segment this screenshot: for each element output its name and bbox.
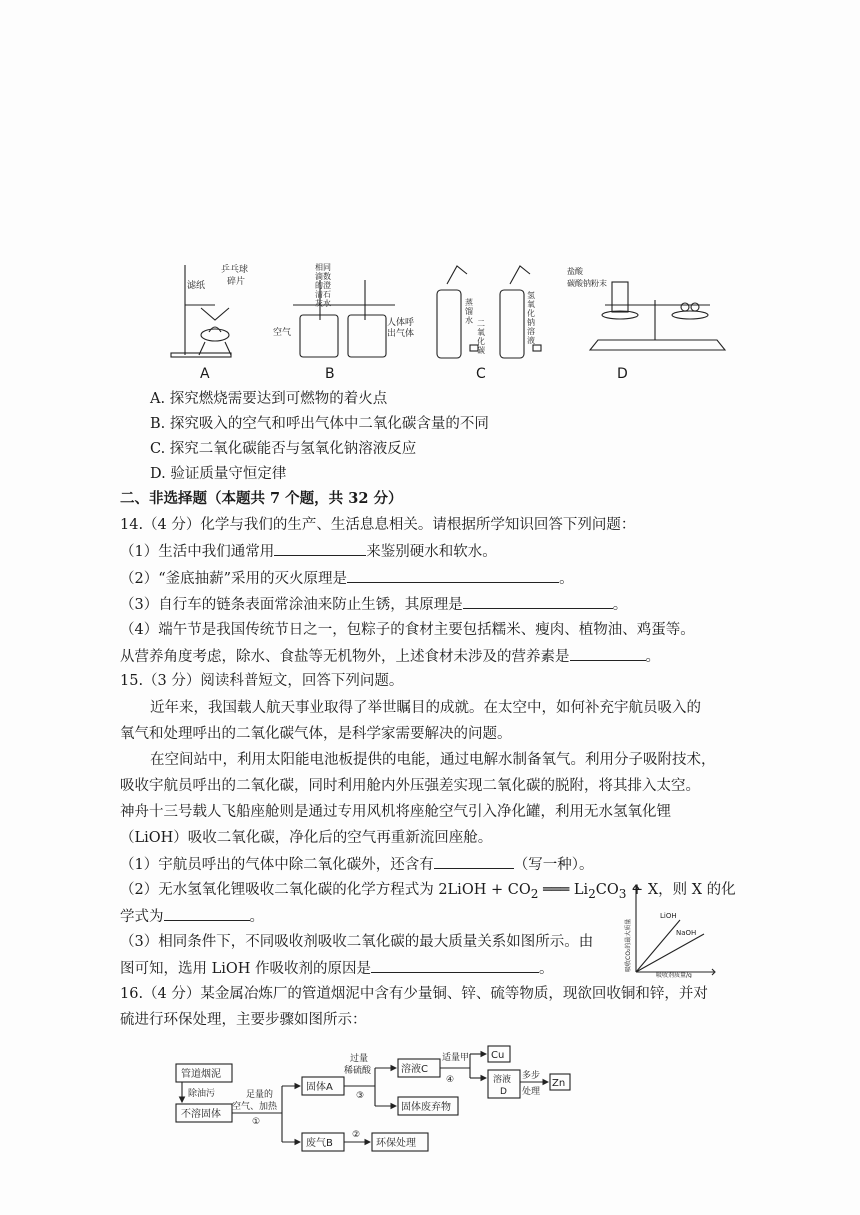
option-a: A. 探究燃烧需要达到可燃物的着火点 — [150, 391, 388, 407]
q15-p2f-text: 。 — [249, 909, 264, 925]
text-step1: ① — [252, 1117, 261, 1127]
q15-p2-text: （2）无水氢氧化锂吸收二氧化碳的化学方程式为 2LiOH + CO — [120, 882, 531, 898]
text-sol-d-2: D — [500, 1087, 507, 1097]
text-cu: Cu — [491, 1050, 505, 1061]
chart-series-lioh: LiOH — [660, 912, 677, 920]
b-label-1: 滴数 — [315, 272, 331, 281]
c-label-6: 碳 — [477, 346, 485, 355]
text-acid-1: 过量 — [350, 1054, 369, 1064]
q15-part2: （2）无水氢氧化锂吸收二氧化碳的化学方程式为 2LiOH + $CO_2$ ═══ $Li_2CO_3 + X$，则 X 的化 — [120, 882, 736, 901]
q14-p1-blank[interactable] — [274, 541, 366, 556]
q15-p1-text-end: （写一种）。 — [513, 857, 594, 873]
text-waste-b: 废气B — [306, 1138, 333, 1149]
text-multi-2: 处理 — [522, 1087, 541, 1097]
a-ball-label-2: 碎片 — [227, 277, 246, 287]
q15-part1 — [120, 854, 593, 875]
c-label-0: 蒸 — [465, 298, 473, 307]
c-label-9: 化 — [527, 309, 535, 318]
d-powder-label: 碳酸钠粉末 — [567, 279, 607, 288]
figure-label-a: A — [200, 366, 210, 382]
text-acid-2: 稀硫酸 — [344, 1066, 372, 1076]
chart-ylabel: 吸收CO₂的最大质量 — [625, 918, 632, 972]
text-step3: ③ — [356, 1091, 365, 1101]
text-solid-a: 固体A — [306, 1082, 333, 1093]
process-flowchart — [170, 1042, 610, 1162]
q15-stem: 15.（3 分）阅读科普短文，回答下列问题。 — [120, 673, 404, 689]
c-label-7: 氢 — [527, 291, 535, 300]
option-c: C. 探究二氧化碳能否与氢氧化钠溶液反应 — [150, 441, 417, 457]
apparatus-a — [171, 263, 248, 357]
q15-p3-blank[interactable] — [371, 958, 539, 973]
q14-p4-text-end: 。 — [645, 649, 660, 665]
a-ball-label-1: 乒乓球 — [221, 265, 249, 275]
section-heading: 二、非选择题（本题共 7 个题，共 32 分） — [120, 490, 403, 507]
b-label-3: 清石 — [315, 290, 331, 299]
text-degrease: 除油污 — [188, 1089, 216, 1099]
c-label-2: 水 — [465, 316, 473, 325]
c-label-3: 二 — [477, 319, 485, 328]
q15-p2-co: CO — [595, 882, 619, 898]
option-b: B. 探究吸入的空气和呼出气体中二氧化碳含量的不同 — [150, 416, 489, 432]
q14-p3-text: （3）自行车的链条表面常涂油来防止生锈，其原理是 — [120, 597, 463, 613]
q15-para2-l4: （LiOH）吸收二氧化碳，净化后的空气再重新流回座舱。 — [120, 830, 493, 846]
q15-p2-text-end: + X，则 X 的化 — [626, 882, 736, 898]
q15-para2-l2: 吸收宇航员呼出的二氧化碳，同时利用舱内外压强差实现二氧化碳的脱附，将其排入太空。 — [120, 778, 700, 794]
q15-p1-blank[interactable] — [434, 854, 514, 869]
q14-part2 — [120, 568, 574, 589]
q15-para2-l3: 神舟十三号载人飞船座舱则是通过专用风机将座舱空气引入净化罐，利用无水氢氧化锂 — [120, 804, 671, 820]
text-agent: 适量甲 — [442, 1053, 470, 1063]
b-breath-label-2: 出气体 — [387, 329, 415, 339]
text-multi-1: 多步 — [522, 1071, 541, 1081]
chart-series-naoh: NaOH — [676, 929, 697, 937]
text-pipe-mud: 管道烟泥 — [181, 1069, 221, 1080]
c-label-8: 氧 — [527, 300, 535, 309]
q15-p2-sub3: 3 — [618, 886, 627, 901]
text-solid-waste: 固体废弃物 — [401, 1102, 451, 1113]
c-label-10: 钠 — [527, 318, 535, 327]
text-step2: ② — [352, 1130, 361, 1140]
q15-p1-text: （1）宇航员呼出的气体中除二氧化碳外，还含有 — [120, 857, 434, 873]
q15-p3-text: 图可知，选用 LiOH 作吸收剂的原因是 — [120, 961, 372, 977]
apparatus-b — [273, 262, 414, 357]
text-sol-d-1: 溶液 — [493, 1075, 512, 1085]
q14-p1-text: （1）生活中我们通常用 — [120, 544, 275, 560]
c-label-1: 馏 — [465, 307, 473, 316]
c-label-12: 液 — [527, 336, 535, 345]
q14-stem: 14.（4 分）化学与我们的生产、生活息息相关。请根据所学知识回答下列问题： — [120, 517, 636, 533]
q14-p4-text: 从营养角度考虑，除水、食盐等无机物外，上述食材未涉及的营养素是 — [120, 649, 570, 665]
q15-para2-l1: 在空间站中，利用太阳能电池板提供的电能，通过电解水制备氧气。利用分子吸附技术， — [150, 752, 716, 768]
q15-p2-blank[interactable] — [164, 906, 250, 921]
text-step4: ④ — [446, 1075, 455, 1085]
chart-line-naoh — [636, 934, 704, 972]
chart-xlabel: 吸收剂质量/g — [656, 972, 692, 978]
d-acid-label: 盐酸 — [567, 267, 583, 276]
a-filter-paper: 滤纸 — [187, 281, 206, 291]
c-label-4: 氧 — [477, 328, 485, 337]
q14-part4-cont — [120, 646, 660, 667]
q14-p1-text-end: 来鉴别硬水和软水。 — [366, 544, 497, 560]
q15-part3-cont — [120, 958, 554, 979]
q14-p4-blank[interactable] — [570, 646, 646, 661]
text-air-heat-1: 足量的 — [246, 1090, 274, 1100]
b-air-label: 空气 — [273, 328, 292, 338]
q15-p2-eq: ═══ Li — [538, 882, 589, 898]
b-breath-label-1: 人体呼 — [387, 318, 415, 328]
c-label-11: 溶 — [527, 327, 535, 336]
c-label-5: 化 — [477, 337, 485, 346]
text-zn: Zn — [552, 1078, 566, 1089]
q15-part3: （3）相同条件下，不同吸收剂吸收二氧化碳的最大质量关系如图所示。由 — [120, 934, 594, 950]
q16-stem-cont: 硫进行环保处理，主要步骤如图所示： — [120, 1012, 367, 1028]
apparatus-c — [437, 266, 541, 358]
absorbent-chart — [618, 880, 718, 978]
apparatus-figure — [165, 260, 745, 370]
q14-p2-text: （2）“釜底抽薪”采用的灭火原理是 — [120, 571, 348, 587]
q14-p3-text-end: 。 — [612, 597, 628, 613]
b-label-0: 相同 — [315, 263, 331, 272]
chart-line-lioh — [636, 920, 680, 972]
text-insoluble: 不溶固体 — [181, 1109, 221, 1120]
b-label-4: 灰水 — [315, 299, 331, 308]
q15-p3-text-end: 。 — [539, 961, 554, 977]
text-env: 环保处理 — [376, 1138, 416, 1149]
q14-part1 — [120, 541, 497, 562]
q14-part4: （4）端午节是我国传统节日之一，包粽子的食材主要包括糯米、瘦肉、植物油、鸡蛋等。 — [120, 622, 695, 638]
q15-p2-sub: 2 — [530, 886, 539, 901]
text-sol-c: 溶液C — [401, 1064, 428, 1075]
apparatus-d — [567, 266, 725, 350]
option-d: D. 验证质量守恒定律 — [150, 466, 287, 482]
figure-label-d: D — [617, 366, 628, 382]
figure-label-b: B — [325, 366, 335, 382]
q15-p2e-text: 学式为 — [120, 909, 164, 925]
q15-para1-l1: 近年来，我国载人航天事业取得了举世瞩目的成就。在太空中，如何补充宇航员吸入的 — [150, 700, 701, 716]
text-air-heat-2: 空气、加热 — [232, 1102, 278, 1112]
q14-p2-text-end: 。 — [559, 571, 574, 587]
b-label-2: 的澄 — [315, 281, 331, 290]
q14-p2-blank[interactable] — [347, 568, 559, 583]
q15-para1-l2: 氧气和处理呼出的二氧化碳气体，是科学家需要解决的问题。 — [120, 726, 512, 742]
q15-part2-cont — [120, 906, 264, 927]
q16-stem: 16.（4 分）某金属冶炼厂的管道烟泥中含有少量铜、锌、硫等物质，现欲回收铜和锌，并对 — [120, 986, 708, 1002]
q14-p3-blank[interactable] — [463, 594, 613, 609]
q14-part3 — [120, 594, 627, 615]
figure-label-c: C — [476, 366, 486, 382]
